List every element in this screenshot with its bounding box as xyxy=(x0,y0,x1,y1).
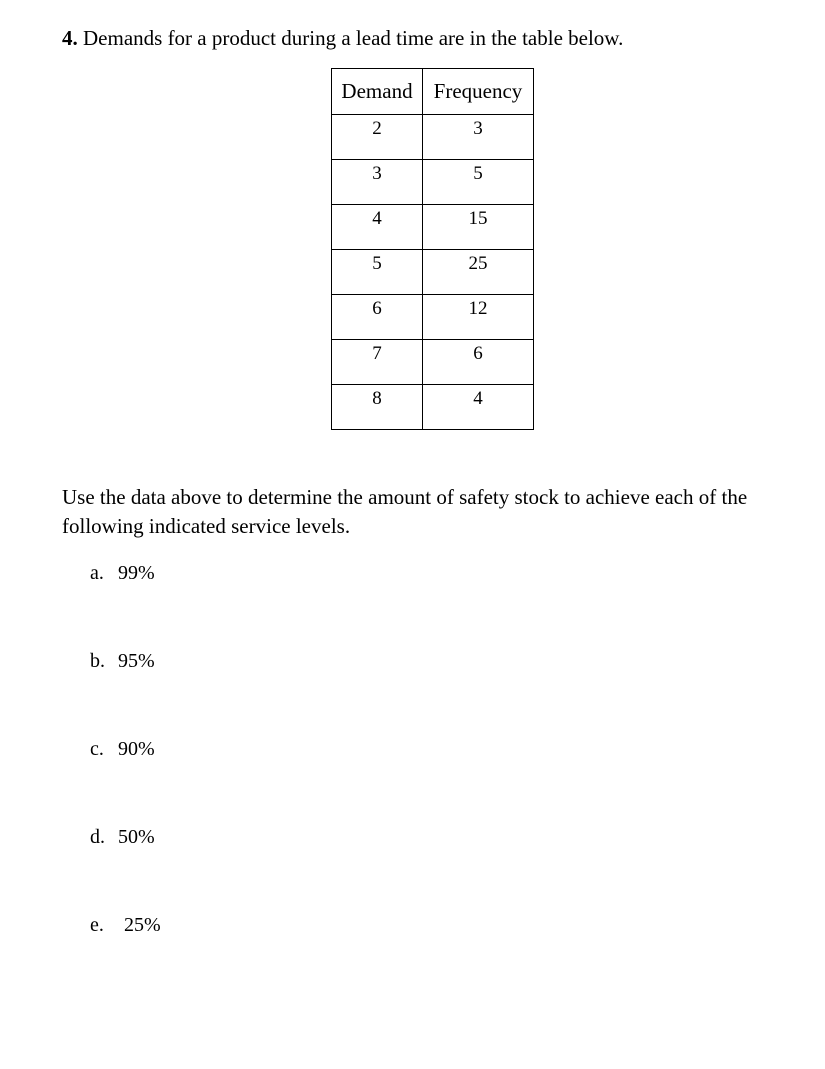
demand-frequency-table xyxy=(331,68,534,430)
service-level-item xyxy=(90,736,155,762)
table-row xyxy=(332,295,534,340)
demand-cell: 7 xyxy=(332,340,423,385)
table-row xyxy=(332,115,534,160)
service-level-value: 90% xyxy=(118,738,155,760)
table-row xyxy=(332,160,534,205)
table-row xyxy=(332,385,534,430)
service-level-item xyxy=(90,824,155,850)
demand-cell: 3 xyxy=(332,160,423,205)
frequency-cell: 4 xyxy=(423,385,534,430)
service-level-letter: c. xyxy=(90,738,104,760)
demand-cell: 8 xyxy=(332,385,423,430)
service-level-item xyxy=(90,560,155,586)
question-text: Demands for a product during a lead time are in the table below. xyxy=(83,26,624,50)
table-row xyxy=(332,340,534,385)
service-level-item xyxy=(90,912,161,938)
question-heading xyxy=(62,24,623,52)
demand-cell: 2 xyxy=(332,115,423,160)
service-level-letter: b. xyxy=(90,650,105,672)
table-row xyxy=(332,250,534,295)
service-level-letter: d. xyxy=(90,826,105,848)
demand-cell: 4 xyxy=(332,205,423,250)
table-header-row xyxy=(332,69,534,115)
frequency-cell: 5 xyxy=(423,160,534,205)
service-level-value: 99% xyxy=(118,562,155,584)
service-level-value: 50% xyxy=(118,826,155,848)
header-frequency: Frequency xyxy=(423,69,534,115)
instructions-text: Use the data above to determine the amount of safety stock to achieve each of the following indicated service levels. xyxy=(62,485,748,538)
service-level-item xyxy=(90,648,155,674)
service-level-value: 95% xyxy=(118,650,155,672)
frequency-cell: 6 xyxy=(423,340,534,385)
question-number: 4. xyxy=(62,26,78,50)
demand-cell: 5 xyxy=(332,250,423,295)
frequency-cell: 15 xyxy=(423,205,534,250)
demand-cell: 6 xyxy=(332,295,423,340)
frequency-cell: 25 xyxy=(423,250,534,295)
service-level-value: 25% xyxy=(124,914,161,936)
frequency-cell: 12 xyxy=(423,295,534,340)
frequency-cell: 3 xyxy=(423,115,534,160)
service-level-letter: e. xyxy=(90,914,104,936)
header-demand: Demand xyxy=(332,69,423,115)
service-level-letter: a. xyxy=(90,562,104,584)
table-row xyxy=(332,205,534,250)
